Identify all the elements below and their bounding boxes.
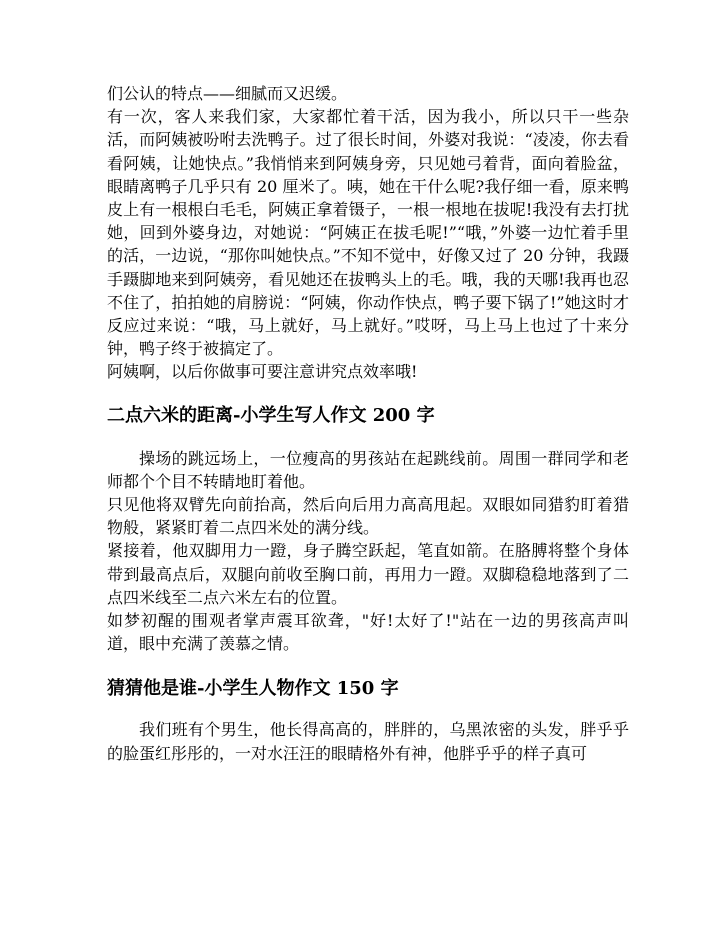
document-content [107,82,629,765]
section-heading: 猜猜他是谁-小学生人物作文 150 字 [107,678,399,700]
paragraph: 有一次，客人来我们家，大家都忙着干活，因为我小，所以只干一些杂活，而阿姨被吩咐去洗鸭子。过了很长时间，外婆对我说：“凌凌，你去看看阿姨，让她快点。”我悄悄来到阿姨身旁，只见她弓着背，面向着脸盆，眼睛离鸭子几乎只有 20 厘米了。咦，她在干什么呢?我仔细一看，原来鸭皮上有一根根白毛毛，阿姨正拿着镊子，一根一根地在拔呢!我没有去打扰她，回到外婆身边，对她说：“阿姨正在拔毛呢!”“哦，”外婆一边忙着手里的活，一边说，“那你叫她快点。”不知不觉中，好像又过了 20 分钟，我蹑手蹑脚地来到阿姨旁，看见她还在拔鸭头上的毛。哦，我的天哪!我再也忍不住了，拍拍她的肩膀说：“阿姨，你动作快点，鸭子要下锅了!”她这时才反应过来说：“哦，马上就好，马上就好。”哎呀，马上马上也过了十来分钟，鸭子终于被搞定了。 [107,107,629,359]
essay-body [107,718,629,764]
paragraph: 操场的跳远场上，一位瘦高的男孩站在起跳线前。周围一群同学和老师都个个目不转睛地盯着他。 [107,448,629,491]
paragraph: 如梦初醒的围观者掌声震耳欲聋，"好!太好了!"站在一边的男孩高声叫道，眼中充满了羡慕之情。 [107,611,629,654]
paragraph: 紧接着，他双脚用力一蹬，身子腾空跃起，笔直如箭。在胳膊将整个身体带到最高点后，双腿向前收至胸口前，再用力一蹬。双脚稳稳地落到了二点四米线至二点六米左右的位置。 [107,541,629,607]
story-continuation [107,82,629,384]
paragraph: 们公认的特点——细腻而又迟缓。 [107,84,348,103]
paragraph: 阿姨啊，以后你做事可要注意讲究点效率哦! [107,362,418,382]
paragraph: 只见他将双臂先向前抬高，然后向后用力高高甩起。双眼如同猎豹盯着猎物般，紧紧盯着二点四米处的满分线。 [107,495,629,538]
essay-body [107,447,629,656]
section-heading: 二点六米的距离-小学生写人作文 200 字 [107,404,435,426]
paragraph: 我们班有个男生，他长得高高的，胖胖的，乌黑浓密的头发，胖乎乎的脸蛋红彤彤的，一对水汪汪的眼睛格外有神，他胖乎乎的样子真可 [107,720,629,763]
